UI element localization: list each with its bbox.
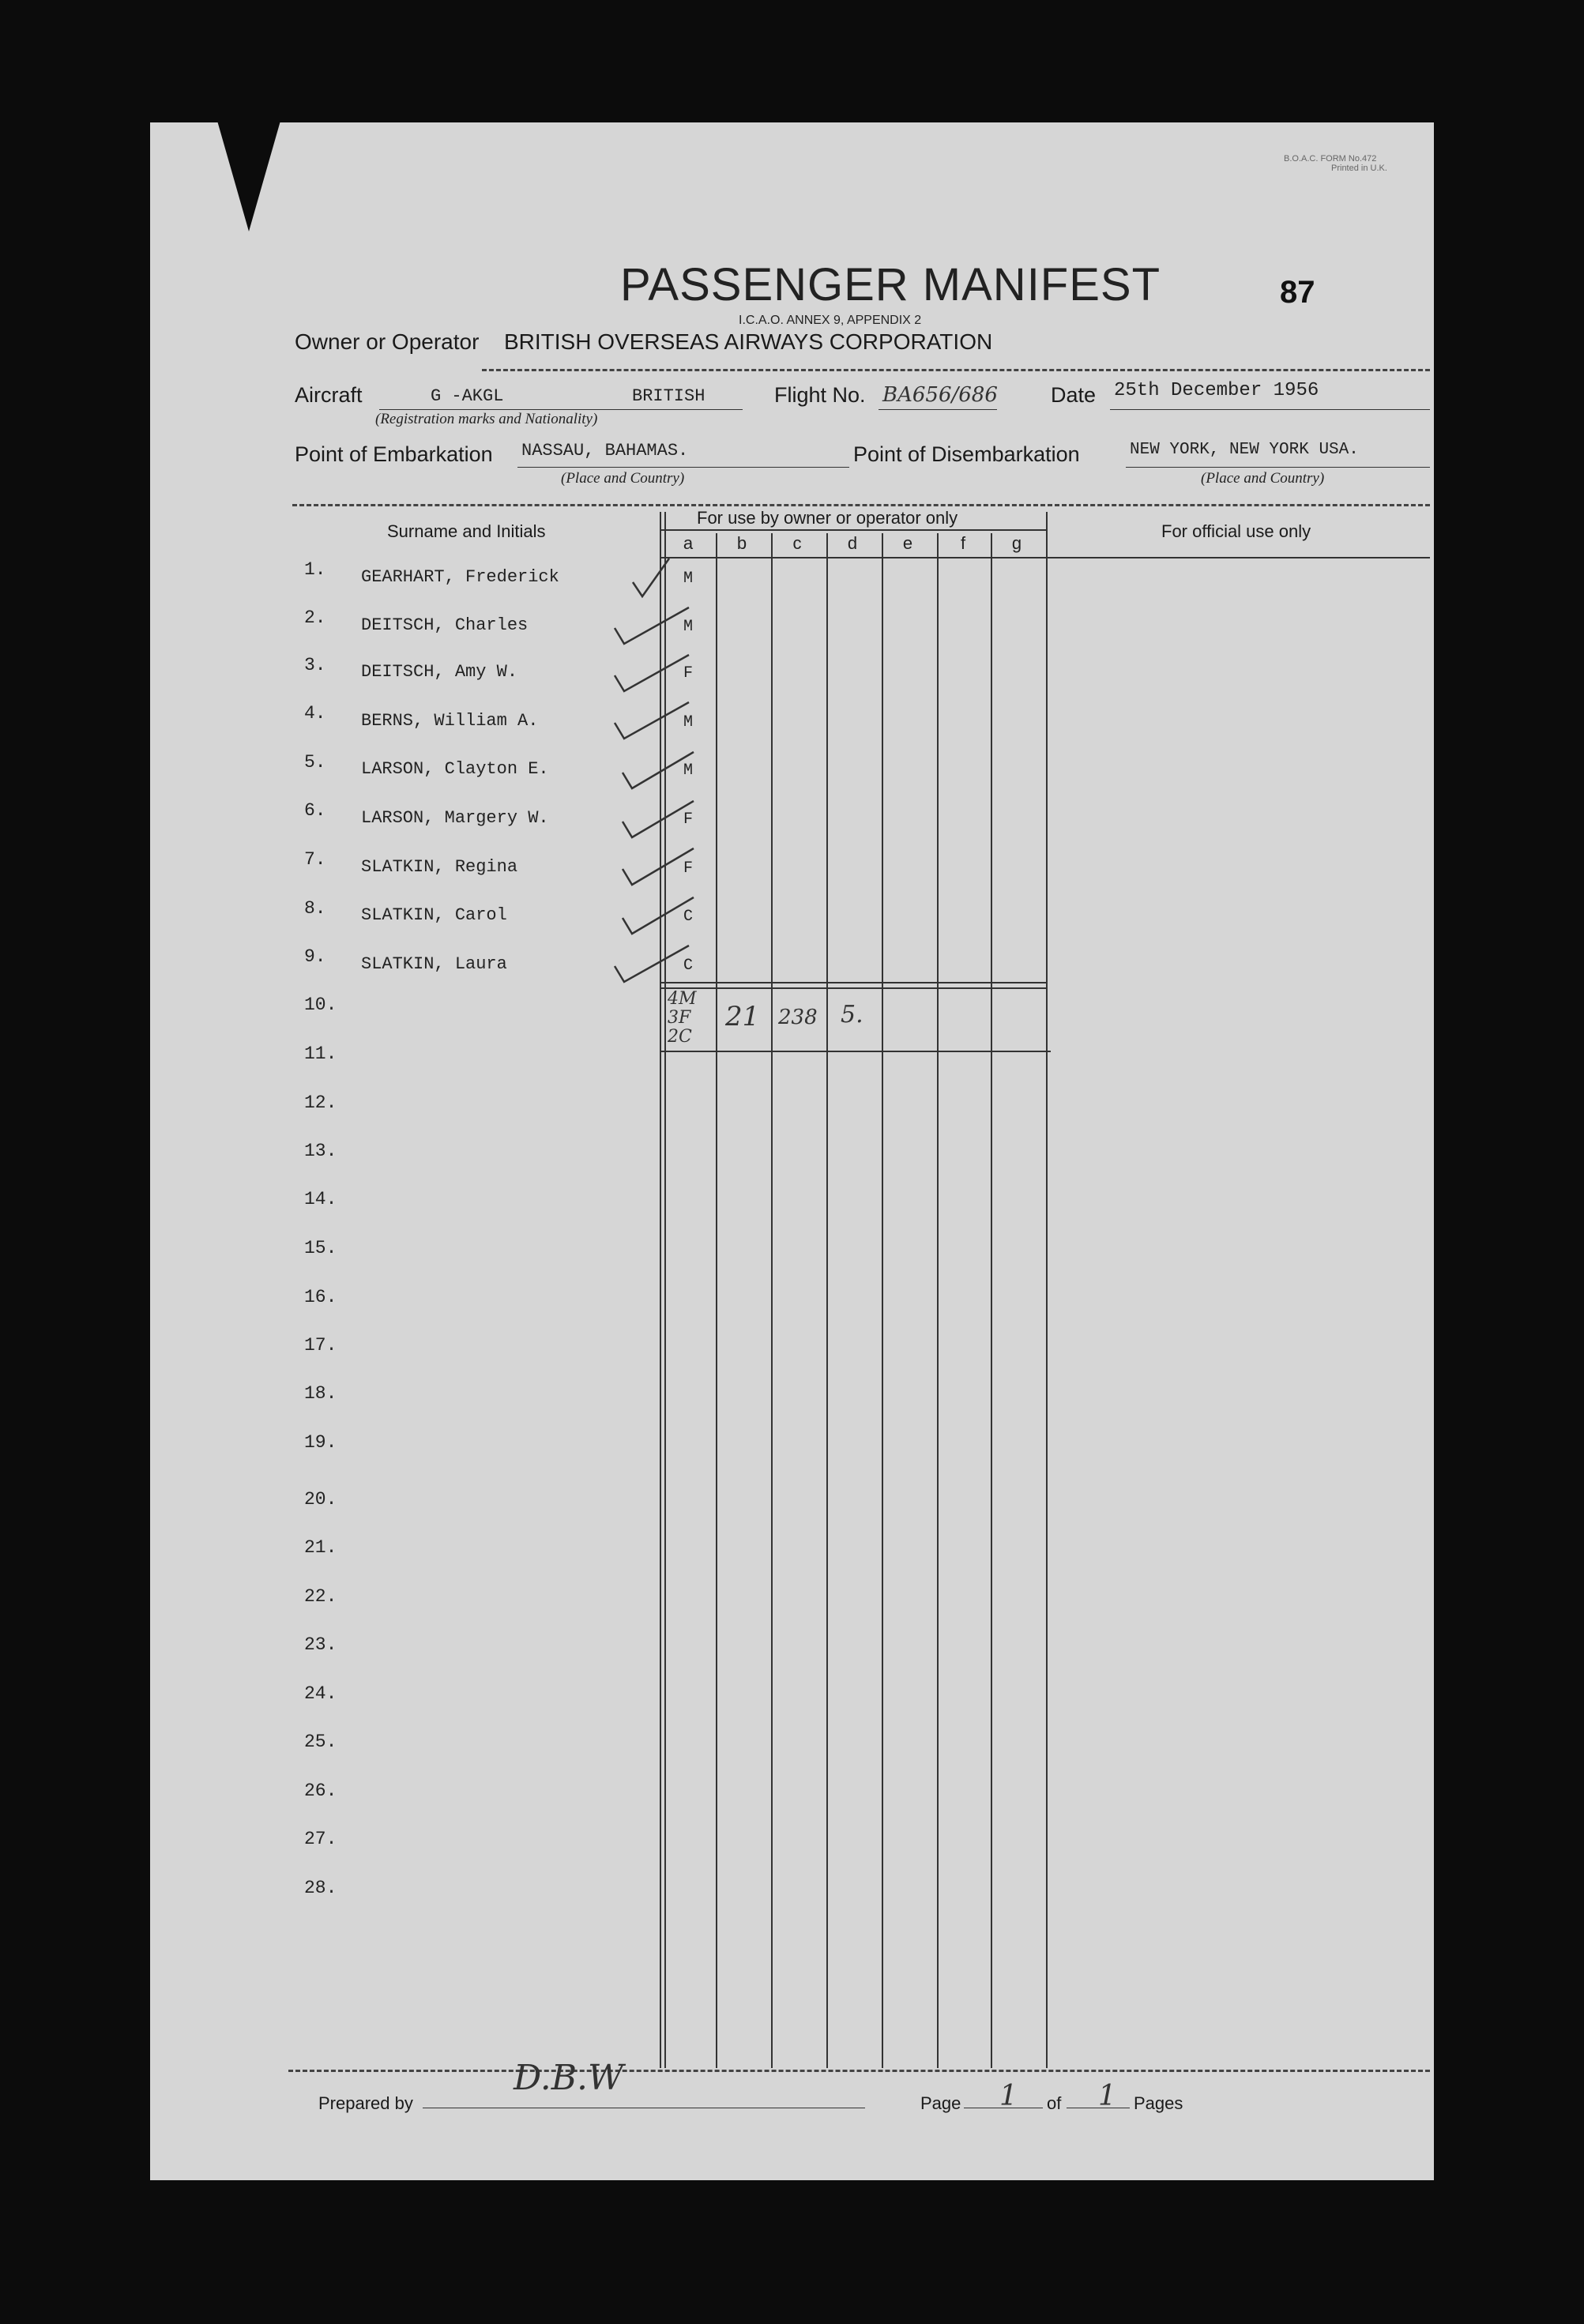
passenger-code: M bbox=[683, 570, 693, 588]
aircraft-label: Aircraft bbox=[295, 383, 363, 407]
row-number: 24. bbox=[304, 1683, 337, 1704]
passenger-code: F bbox=[683, 859, 693, 878]
row-number: 23. bbox=[304, 1634, 337, 1655]
flight-number: BA656/686 bbox=[882, 383, 998, 407]
passenger-name: BERNS, William A. bbox=[361, 711, 539, 731]
column-header-g: g bbox=[1011, 533, 1022, 553]
row-number: 13. bbox=[304, 1141, 337, 1161]
row-number: 17. bbox=[304, 1335, 337, 1356]
embarkation-rule bbox=[517, 467, 849, 468]
aircraft-rule bbox=[379, 409, 743, 410]
passenger-name: GEARHART, Frederick bbox=[361, 567, 559, 587]
table-bottom-rule bbox=[288, 2070, 1430, 2072]
column-header-a: a bbox=[683, 533, 694, 553]
row-number: 6. bbox=[304, 800, 326, 821]
owner-label: Owner or Operator bbox=[295, 329, 480, 354]
page-label: Page bbox=[920, 2093, 961, 2113]
column-header-f: f bbox=[960, 533, 966, 553]
row-number: 15. bbox=[304, 1238, 337, 1258]
column-header-b: b bbox=[736, 533, 747, 553]
of-label: of bbox=[1047, 2093, 1062, 2113]
row-number: 5. bbox=[304, 752, 326, 773]
flight-rule bbox=[879, 409, 997, 410]
totals-column-c: 238 bbox=[778, 1006, 818, 1029]
passenger-name: DEITSCH, Amy W. bbox=[361, 662, 518, 682]
row-number: 2. bbox=[304, 607, 326, 628]
totals-column-d: 5. bbox=[841, 1001, 863, 1029]
operator-header-rule bbox=[660, 529, 1047, 531]
totals-column-a bbox=[668, 990, 697, 1047]
totals-column-b: 21 bbox=[725, 1001, 760, 1032]
flight-label: Flight No. bbox=[774, 383, 866, 407]
total-female: 3F bbox=[668, 1008, 691, 1028]
passenger-name: SLATKIN, Laura bbox=[361, 954, 507, 974]
aircraft-registration: G -AKGL bbox=[431, 386, 504, 406]
passenger-code: M bbox=[683, 762, 693, 780]
column-divider bbox=[991, 533, 992, 2068]
table-top-rule bbox=[292, 504, 1430, 506]
prepared-by-label: Prepared by bbox=[318, 2093, 413, 2113]
manifest-sheet bbox=[150, 122, 1434, 2180]
check-mark-icon bbox=[616, 837, 703, 893]
column-letter-rule bbox=[660, 557, 1430, 558]
passenger-name: LARSON, Margery W. bbox=[361, 808, 549, 828]
disembarkation-label: Point of Disembarkation bbox=[853, 442, 1080, 466]
operator-column-header: For use by owner or operator only bbox=[697, 508, 958, 528]
row-number: 27. bbox=[304, 1829, 337, 1849]
row-number: 26. bbox=[304, 1781, 337, 1801]
passenger-name: LARSON, Clayton E. bbox=[361, 759, 549, 779]
column-header-e: e bbox=[902, 533, 913, 553]
totals-bottom-rule bbox=[660, 1051, 1051, 1052]
disembarkation-note: (Place and Country) bbox=[1201, 470, 1325, 487]
row-number: 18. bbox=[304, 1383, 337, 1404]
totals-top-rule bbox=[660, 987, 1047, 989]
column-divider bbox=[882, 533, 883, 2068]
column-divider bbox=[826, 533, 828, 2068]
torn-corner bbox=[217, 121, 280, 231]
row-number: 28. bbox=[304, 1878, 337, 1898]
row-number: 10. bbox=[304, 995, 337, 1015]
embarkation-value: NASSAU, BAHAMAS. bbox=[521, 441, 689, 461]
date-value: 25th December 1956 bbox=[1114, 380, 1319, 401]
check-mark-icon bbox=[608, 691, 695, 746]
row-number: 3. bbox=[304, 655, 326, 675]
row-number: 11. bbox=[304, 1044, 337, 1064]
column-header-c: c bbox=[792, 533, 802, 553]
page-number: 87 bbox=[1280, 275, 1315, 310]
row-number: 8. bbox=[304, 898, 326, 919]
form-stamp bbox=[1284, 154, 1387, 173]
row-number: 19. bbox=[304, 1432, 337, 1453]
date-rule bbox=[1110, 409, 1430, 410]
passenger-code: M bbox=[683, 713, 693, 731]
row-number: 16. bbox=[304, 1287, 337, 1307]
column-divider bbox=[937, 533, 939, 2068]
owner-rule bbox=[482, 369, 1430, 371]
aircraft-nationality: BRITISH bbox=[632, 386, 705, 406]
total-male: 4M bbox=[668, 989, 697, 1009]
page-value: 1 bbox=[999, 2080, 1018, 2112]
row-number: 9. bbox=[304, 946, 326, 967]
pages-label: Pages bbox=[1134, 2093, 1183, 2113]
check-mark-icon bbox=[616, 886, 703, 942]
check-mark-icon bbox=[616, 741, 703, 796]
disembarkation-value: NEW YORK, NEW YORK USA. bbox=[1130, 441, 1359, 459]
column-divider bbox=[771, 533, 773, 2068]
row-number: 20. bbox=[304, 1489, 337, 1510]
of-value: 1 bbox=[1098, 2080, 1116, 2112]
column-divider bbox=[1046, 512, 1048, 2068]
passenger-code: M bbox=[683, 618, 693, 636]
official-column-header: For official use only bbox=[1161, 521, 1311, 541]
row-number: 4. bbox=[304, 703, 326, 724]
embarkation-note: (Place and Country) bbox=[561, 470, 685, 487]
column-divider bbox=[716, 533, 717, 2068]
row-number: 21. bbox=[304, 1537, 337, 1558]
row-number: 7. bbox=[304, 849, 326, 870]
prepared-by-signature: D.B.W bbox=[514, 2058, 624, 2098]
passenger-name: SLATKIN, Carol bbox=[361, 905, 507, 925]
page-subtitle: I.C.A.O. ANNEX 9, APPENDIX 2 bbox=[739, 314, 922, 327]
passenger-code: C bbox=[683, 908, 693, 926]
date-label: Date bbox=[1051, 383, 1097, 407]
aircraft-note: (Registration marks and Nationality) bbox=[375, 411, 598, 427]
embarkation-label: Point of Embarkation bbox=[295, 442, 493, 466]
passenger-code: F bbox=[683, 810, 693, 829]
column-header-d: d bbox=[847, 533, 858, 553]
passenger-code: F bbox=[683, 664, 693, 683]
total-children: 2C bbox=[668, 1027, 692, 1047]
owner-value: BRITISH OVERSEAS AIRWAYS CORPORATION bbox=[504, 329, 993, 354]
row-number: 25. bbox=[304, 1732, 337, 1752]
passenger-name: DEITSCH, Charles bbox=[361, 615, 529, 635]
passenger-code: C bbox=[683, 957, 693, 975]
row-number: 22. bbox=[304, 1586, 337, 1607]
page-title: PASSENGER MANIFEST bbox=[620, 259, 1161, 310]
row-number: 1. bbox=[304, 559, 326, 580]
row-number: 12. bbox=[304, 1092, 337, 1113]
row-number: 14. bbox=[304, 1189, 337, 1209]
form-stamp-line2: Printed in U.K. bbox=[1331, 164, 1387, 173]
passenger-name: SLATKIN, Regina bbox=[361, 857, 518, 877]
disembarkation-rule bbox=[1126, 467, 1430, 468]
form-stamp-line1: B.O.A.C. FORM No.472 bbox=[1284, 154, 1377, 164]
totals-top-rule bbox=[660, 982, 1047, 983]
name-column-header: Surname and Initials bbox=[387, 521, 546, 541]
